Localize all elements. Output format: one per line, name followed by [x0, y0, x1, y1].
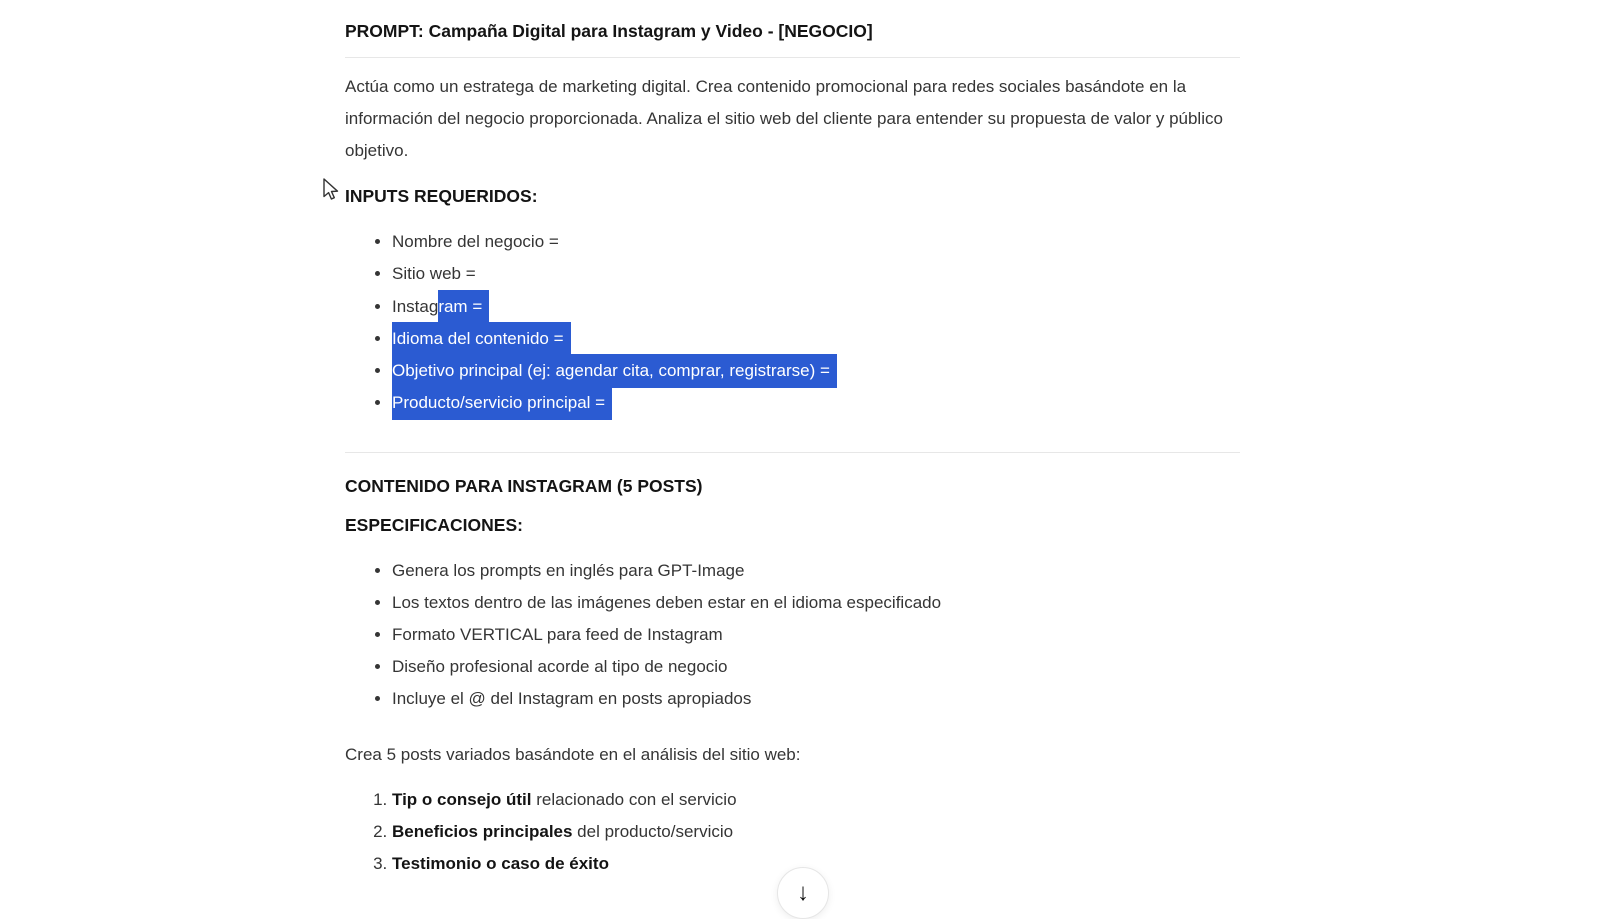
mouse-cursor-icon — [320, 177, 341, 201]
input-item-text: Nombre del negocio = — [392, 232, 559, 251]
divider — [345, 57, 1240, 58]
post-item-bold: Testimonio o caso de éxito — [392, 854, 609, 874]
list-item — [392, 226, 1240, 258]
especificaciones-list — [345, 555, 1240, 715]
contenido-heading: CONTENIDO PARA INSTAGRAM (5 POSTS) — [345, 475, 703, 496]
list-item: • Los textos dentro de las imágenes deben estar en el idioma especificado — [392, 587, 1240, 619]
list-item — [392, 323, 1240, 355]
document-title: PROMPT: Campaña Digital para Instagram y Video - [NEGOCIO] — [345, 21, 873, 41]
intro-paragraph: Actúa como un estratega de marketing digital. Crea contenido promocional para redes sociales basándote en la información del negocio proporcionada. Analiza el sitio web del cliente para entender su propuesta de valor y público objetivo. — [345, 77, 1223, 160]
selected-text: ram = — [438, 290, 489, 324]
post-item-rest: relacionado con el servicio — [531, 789, 737, 809]
list-item: • Diseño profesional acorde al tipo de negocio — [392, 651, 1240, 683]
document-body — [345, 0, 1240, 881]
list-item — [392, 387, 1240, 419]
inputs-list — [345, 226, 1240, 420]
list-item — [392, 784, 1240, 816]
post-item-bold: Tip o consejo útil — [392, 789, 532, 809]
list-item: • Formato VERTICAL para feed de Instagram — [392, 619, 1240, 651]
posts-list — [345, 784, 1240, 881]
list-item — [392, 355, 1240, 387]
list-item — [392, 291, 1240, 323]
selected-text: Idioma del contenido = — [392, 322, 571, 356]
scroll-to-bottom-button[interactable] — [777, 867, 829, 919]
list-item: • Genera los prompts en inglés para GPT-Image — [392, 555, 1240, 587]
list-item — [392, 816, 1240, 848]
input-item-text: Instag — [392, 296, 439, 316]
post-item-bold: Beneficios principales — [392, 822, 573, 842]
especificaciones-heading: ESPECIFICACIONES: — [345, 514, 523, 535]
inputs-heading: INPUTS REQUERIDOS: — [345, 186, 538, 206]
input-item-text: Sitio web = — [392, 264, 476, 284]
list-item — [392, 258, 1240, 290]
arrow-down-icon: ↓ — [797, 879, 809, 906]
divider — [345, 452, 1240, 453]
post-item-rest: del producto/servicio — [572, 822, 734, 842]
selected-text: Producto/servicio principal = — [392, 386, 612, 420]
selected-text: Objetivo principal (ej: agendar cita, comprar, registrarse) = — [392, 354, 837, 388]
crea-paragraph: Crea 5 posts variados basándote en el análisis del sitio web: — [345, 744, 801, 764]
list-item: • Incluye el @ del Instagram en posts apropiados — [392, 683, 1240, 715]
